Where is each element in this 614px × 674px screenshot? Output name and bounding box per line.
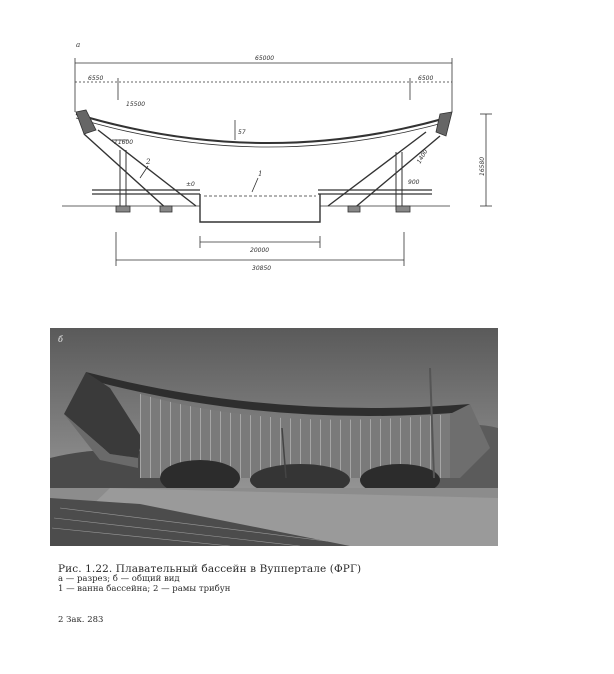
- dim-pool-level: ±0: [186, 181, 195, 188]
- callout-frame: 2: [146, 158, 151, 166]
- page-footer: 2 Зак. 283: [58, 615, 104, 625]
- dim-right-cantilever: 6500: [418, 75, 434, 82]
- panel-label-a: а: [76, 41, 81, 49]
- building-photo: [50, 328, 498, 546]
- caption-title: Рис. 1.22. Плавательный бассейн в Вуппертале (ФРГ): [58, 563, 362, 575]
- dim-frame-offset: 900: [408, 179, 420, 186]
- dim-beam-depth: 1400: [415, 148, 430, 165]
- caption-legend-2: 1 — ванна бассейна; 2 — рамы трибун: [58, 584, 231, 594]
- dim-left-cantilever: 6550: [88, 75, 104, 82]
- dim-height-support: 11600: [114, 139, 134, 146]
- caption-legend-1: а — разрез; б — общий вид: [58, 574, 180, 584]
- section-drawing: [0, 0, 614, 320]
- dim-sag: 57: [238, 129, 246, 136]
- dim-total-span: 65000: [255, 55, 275, 62]
- panel-label-b: б: [58, 335, 63, 344]
- callout-pool: 1: [258, 170, 263, 178]
- dim-overall-height: 16580: [479, 156, 486, 176]
- dim-base-span: 30850: [252, 265, 272, 272]
- figure-caption: [58, 564, 361, 594]
- dim-height-edge: 15500: [126, 101, 146, 108]
- dim-pool-width: 20000: [250, 247, 270, 254]
